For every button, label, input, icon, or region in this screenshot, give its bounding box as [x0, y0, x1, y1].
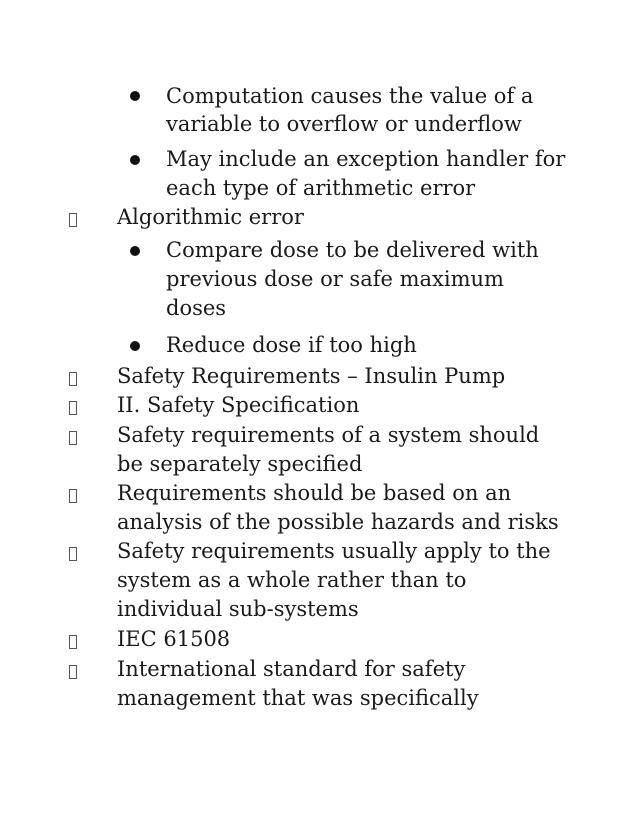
text-line: analysis of the possible hazards and risks	[117, 510, 559, 534]
text-line: doses	[166, 296, 227, 320]
missing-glyph-bullet-icon	[69, 431, 77, 445]
bullet-dot-icon	[130, 341, 140, 351]
text-line: Computation causes the value of a	[166, 84, 534, 108]
missing-glyph-bullet-icon	[69, 401, 77, 415]
text-line: IEC 61508	[117, 627, 231, 651]
text-line: Compare dose to be delivered with	[166, 238, 539, 262]
bullet-dot-icon	[130, 246, 140, 256]
text-line: management that was specifically	[117, 686, 479, 710]
bullet-dot-icon	[130, 155, 140, 165]
missing-glyph-bullet-icon	[69, 635, 77, 649]
text-line: Reduce dose if too high	[166, 333, 417, 357]
text-line: be separately specified	[117, 452, 363, 476]
text-line: Safety requirements of a system should	[117, 423, 540, 447]
missing-glyph-bullet-icon	[69, 489, 77, 503]
text-line: Requirements should be based on an	[117, 481, 512, 505]
bullet-dot-icon	[130, 91, 140, 101]
text-line: Safety requirements usually apply to the	[117, 539, 551, 563]
text-line: Algorithmic error	[117, 205, 304, 229]
text-line: II. Safety Specification	[117, 393, 360, 417]
missing-glyph-bullet-icon	[69, 372, 77, 386]
text-line: individual sub-systems	[117, 597, 359, 621]
text-line: variable to overflow or underflow	[166, 112, 522, 136]
text-line: system as a whole rather than to	[117, 568, 467, 592]
text-line: previous dose or safe maximum	[166, 267, 504, 291]
missing-glyph-bullet-icon	[69, 213, 77, 227]
text-line: International standard for safety	[117, 657, 466, 681]
text-line: Safety Requirements – Insulin Pump	[117, 364, 506, 388]
missing-glyph-bullet-icon	[69, 547, 77, 561]
missing-glyph-bullet-icon	[69, 665, 77, 679]
text-line: each type of arithmetic error	[166, 176, 476, 200]
text-line: May include an exception handler for	[166, 147, 566, 171]
